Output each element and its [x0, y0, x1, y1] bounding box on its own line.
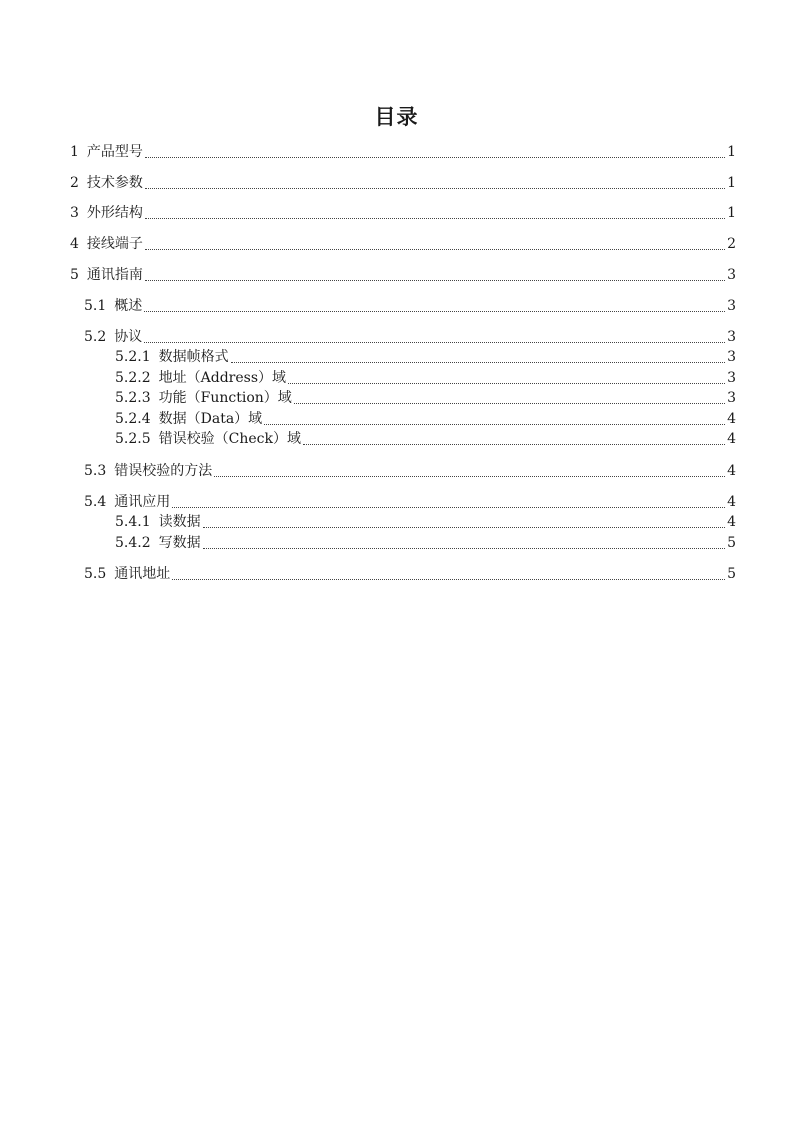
toc-entry-title: 概述 [114, 298, 143, 314]
toc-entry-page: 3 [727, 370, 736, 386]
toc-entry-number: 5.2 [84, 329, 107, 345]
toc-entry-number: 5.2.5 [115, 431, 151, 447]
toc-entry-title: 通讯应用 [114, 494, 171, 510]
toc-entry-title: 功能（Function）域 [158, 390, 292, 406]
toc-entry-number: 1 [70, 144, 79, 160]
toc-entry-number: 5.4.2 [115, 535, 151, 551]
toc-entry-5-2-4[interactable] [115, 409, 736, 429]
toc-entry-5-2-5[interactable] [115, 429, 736, 449]
toc-entry-number: 4 [70, 236, 79, 252]
toc-entry-number: 5 [70, 267, 79, 283]
toc-entry-page: 4 [727, 463, 736, 479]
toc-entry-title: 读数据 [158, 514, 201, 530]
toc-entry-4[interactable] [70, 234, 736, 254]
toc-leader-dots [203, 526, 725, 528]
toc-entry-page: 4 [727, 514, 736, 530]
toc-entry-number: 5.5 [84, 566, 107, 582]
toc-entry-number: 5.2.4 [115, 411, 151, 427]
toc-entry-title: 通讯地址 [114, 566, 171, 582]
toc-entry-title: 错误校验的方法 [114, 463, 213, 479]
toc-leader-dots [145, 156, 725, 158]
toc-entry-page: 1 [727, 175, 736, 191]
toc-entry-page: 3 [727, 390, 736, 406]
toc-entry-5-2-2[interactable] [115, 368, 736, 388]
toc-leader-dots [264, 423, 725, 425]
toc-leader-dots [288, 382, 725, 384]
toc-entry-2[interactable] [70, 173, 736, 193]
toc-entry-title: 通讯指南 [86, 267, 143, 283]
toc-entry-5-2[interactable] [84, 327, 736, 347]
toc-entry-5-2-1[interactable] [115, 347, 736, 367]
toc-entry-title: 地址（Address）域 [158, 370, 287, 386]
toc-entry-5-4-2[interactable] [115, 533, 736, 553]
toc-entry-number: 5.2.2 [115, 370, 151, 386]
toc-entry-page: 4 [727, 431, 736, 447]
toc-entry-title: 数据（Data）域 [158, 411, 263, 427]
toc-entry-page: 1 [727, 205, 736, 221]
toc-leader-dots [172, 578, 725, 580]
toc-entry-5-3[interactable] [84, 461, 736, 481]
toc-leader-dots [145, 248, 725, 250]
toc-entry-title: 接线端子 [86, 236, 143, 252]
toc-leader-dots [145, 187, 725, 189]
toc-entry-page: 1 [727, 144, 736, 160]
toc-entry-title: 错误校验（Check）域 [158, 431, 301, 447]
toc-entry-5-4[interactable] [84, 492, 736, 512]
toc-entry-title: 写数据 [158, 535, 201, 551]
toc-entry-page: 3 [727, 349, 736, 365]
toc-entry-title: 数据帧格式 [158, 349, 229, 365]
toc-entry-5-2-3[interactable] [115, 388, 736, 408]
toc-entry-page: 4 [727, 494, 736, 510]
toc-entry-page: 3 [727, 298, 736, 314]
toc-leader-dots [145, 279, 725, 281]
toc-entry-number: 3 [70, 205, 79, 221]
toc-entry-number: 5.2.3 [115, 390, 151, 406]
toc-leader-dots [231, 361, 725, 363]
toc-entry-title: 技术参数 [86, 175, 143, 191]
toc-entry-page: 5 [727, 566, 736, 582]
toc-entry-page: 5 [727, 535, 736, 551]
toc-entry-5-5[interactable] [84, 564, 736, 584]
toc-leader-dots [144, 341, 725, 343]
toc-entry-title: 外形结构 [86, 205, 143, 221]
toc-leader-dots [294, 402, 725, 404]
toc-leader-dots [303, 443, 725, 445]
toc-entry-page: 3 [727, 267, 736, 283]
toc-entry-title: 产品型号 [86, 144, 143, 160]
toc-entry-5-4-1[interactable] [115, 512, 736, 532]
toc-entry-page: 3 [727, 329, 736, 345]
toc-entry-number: 5.2.1 [115, 349, 151, 365]
toc-entry-3[interactable] [70, 203, 736, 223]
toc-leader-dots [144, 310, 725, 312]
toc-entry-number: 2 [70, 175, 79, 191]
toc-leader-dots [145, 217, 725, 219]
toc-entry-5-1[interactable] [84, 296, 736, 316]
toc-entry-number: 5.1 [84, 298, 107, 314]
toc-leader-dots [214, 475, 725, 477]
toc-entry-number: 5.3 [84, 463, 107, 479]
toc-entry-page: 2 [727, 236, 736, 252]
toc-entry-number: 5.4.1 [115, 514, 151, 530]
toc-leader-dots [203, 547, 725, 549]
page-title: 目录 [374, 105, 419, 129]
toc-entry-5[interactable] [70, 265, 736, 285]
toc-entry-page: 4 [727, 411, 736, 427]
toc-entry-1[interactable] [70, 142, 736, 162]
toc-entry-number: 5.4 [84, 494, 107, 510]
toc-leader-dots [172, 506, 725, 508]
toc-entry-title: 协议 [114, 329, 143, 345]
